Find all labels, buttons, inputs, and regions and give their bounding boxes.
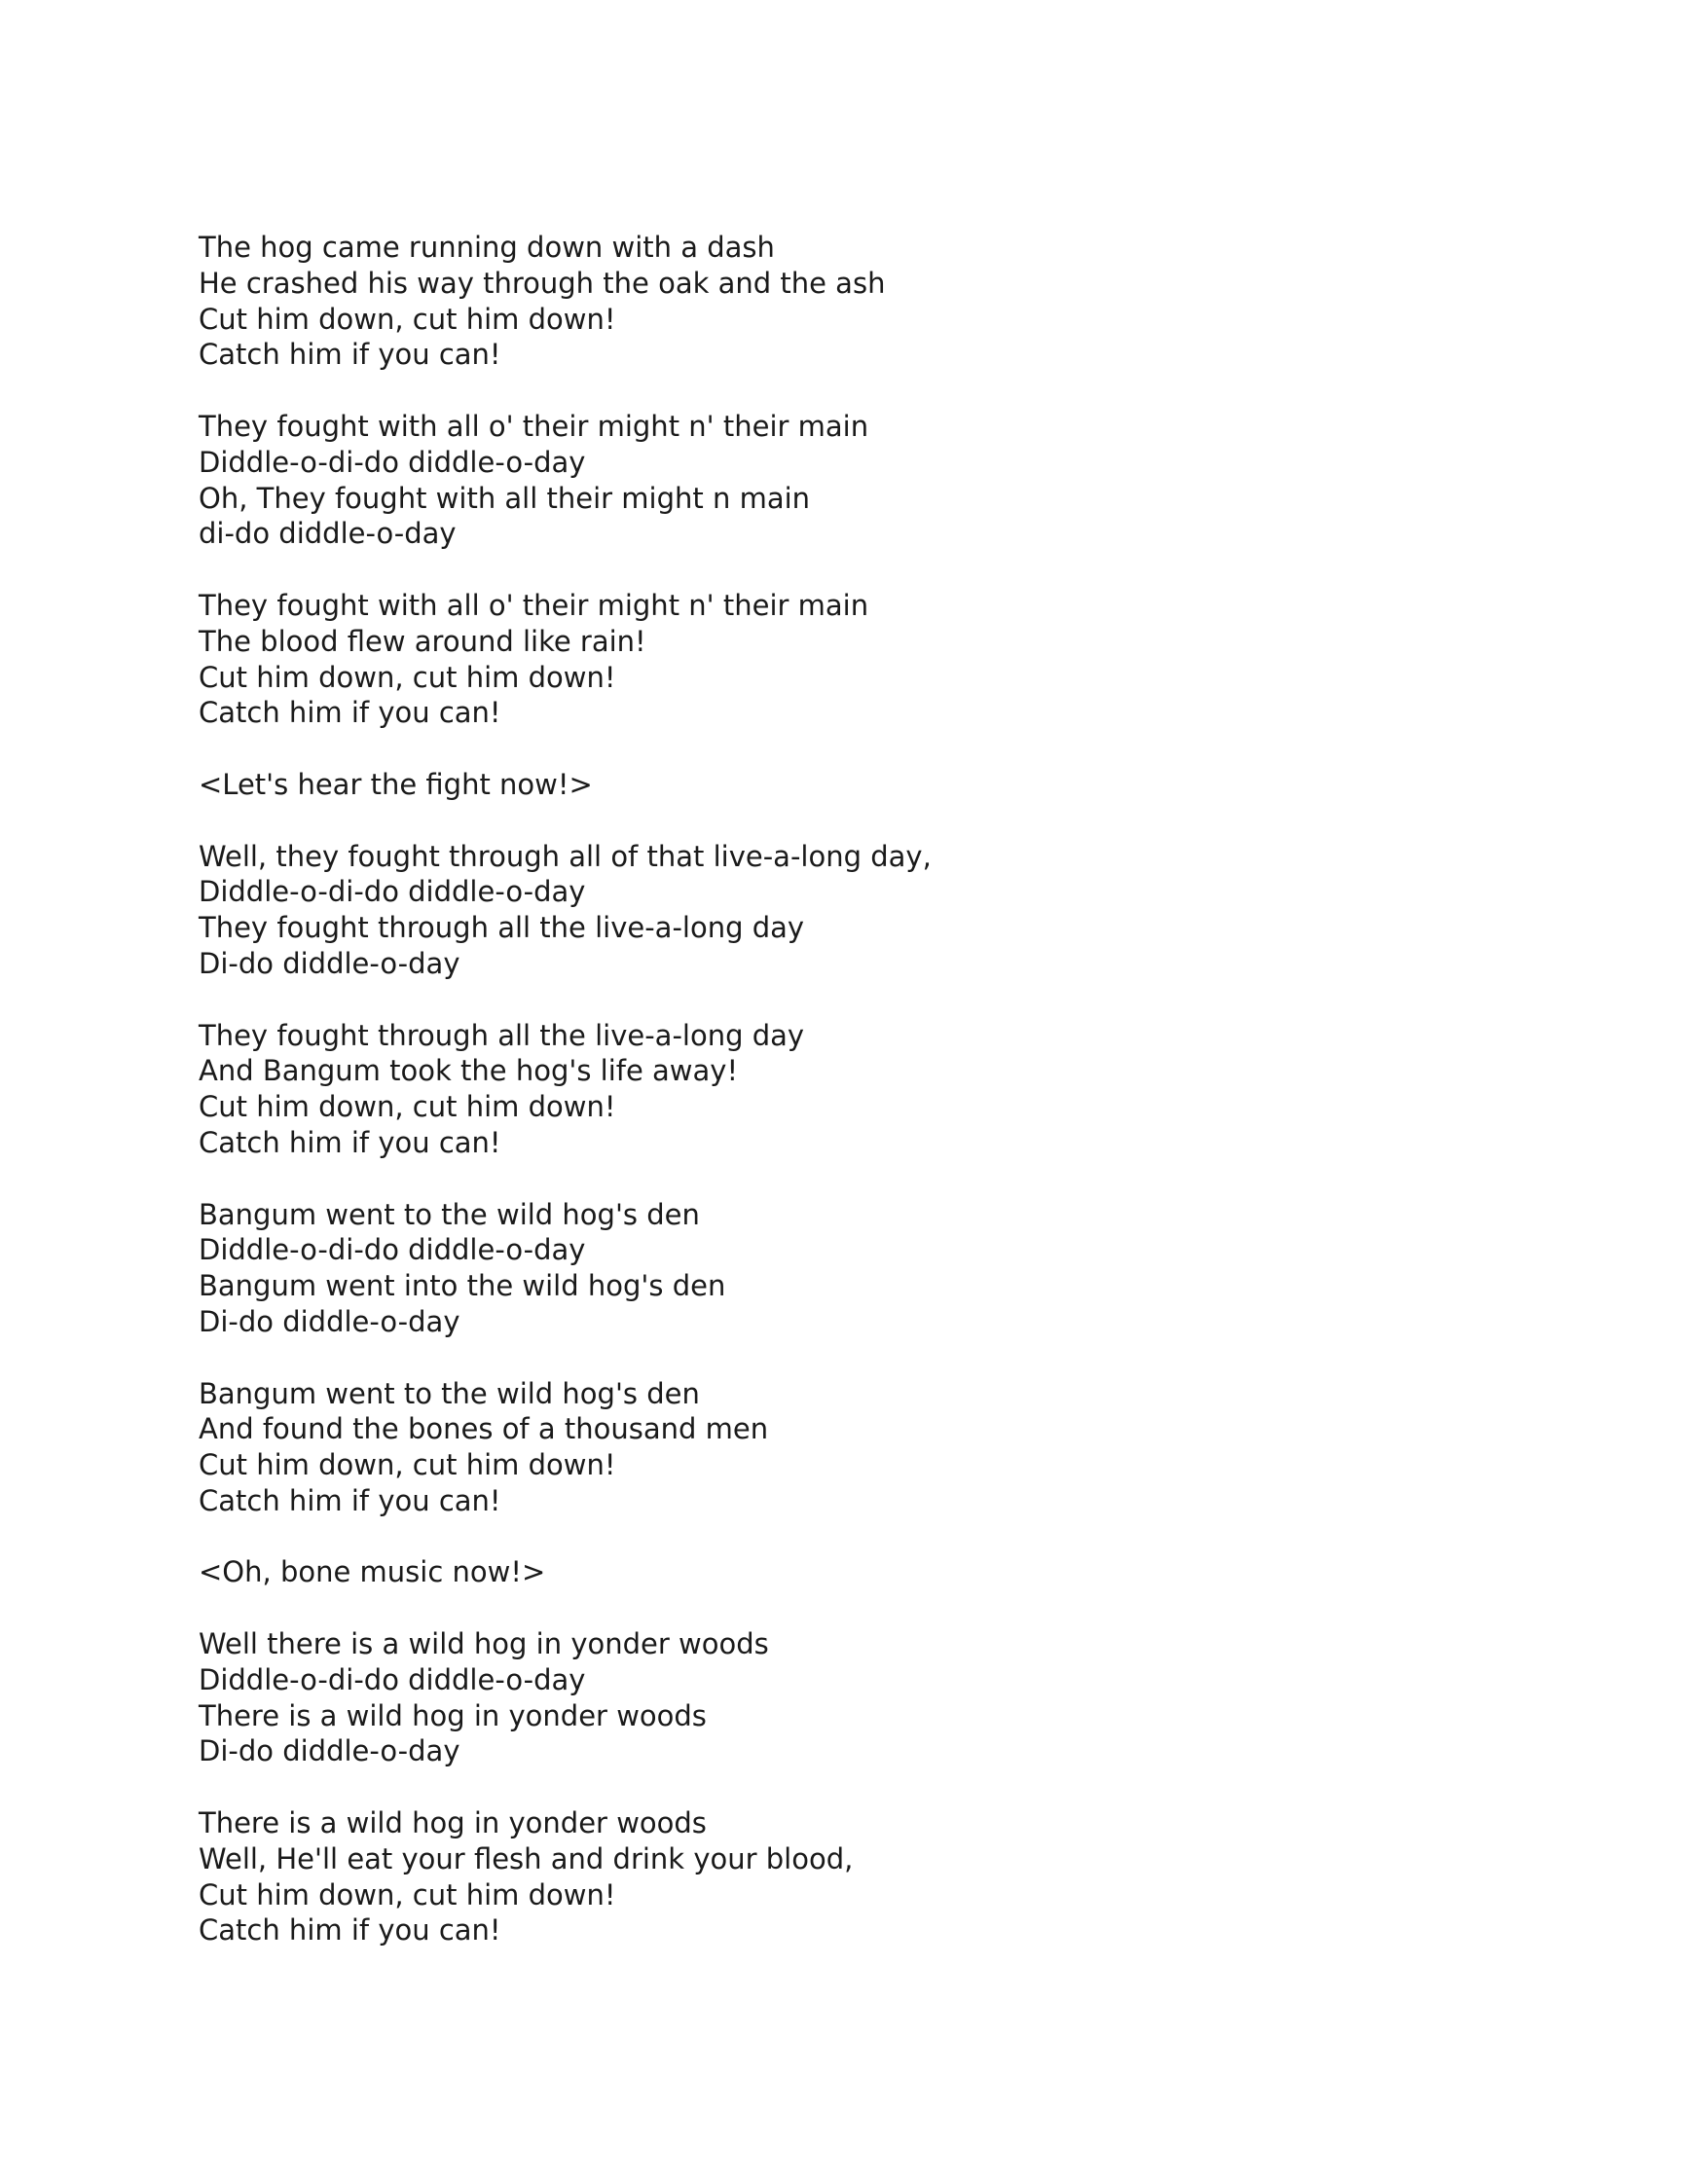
lyric-line: <Let's hear the fight now!> <box>199 767 593 801</box>
lyric-line: Catch him if you can! <box>199 1125 501 1159</box>
lyric-line: They fought with all o' their might n' their main <box>199 409 869 443</box>
lyric-line: They fought with all o' their might n' their main <box>199 588 869 622</box>
stanza <box>199 1197 1464 1340</box>
lyric-line: Catch him if you can! <box>199 1483 501 1517</box>
lyric-line: Cut him down, cut him down! <box>199 1090 616 1124</box>
lyric-line: Di-do diddle-o-day <box>199 1304 460 1338</box>
stanza <box>199 1018 1464 1161</box>
lyric-line: Well there is a wild hog in yonder woods <box>199 1627 769 1661</box>
lyric-line: Bangum went into the wild hog's den <box>199 1269 726 1303</box>
lyric-line: Di-do diddle-o-day <box>199 1734 460 1768</box>
lyric-line: And Bangum took the hog's life away! <box>199 1054 739 1088</box>
stanza <box>199 1626 1464 1769</box>
stanza <box>199 230 1464 373</box>
lyric-line: Cut him down, cut him down! <box>199 660 616 694</box>
lyric-line: Bangum went to the wild hog's den <box>199 1197 700 1231</box>
lyric-line: di-do diddle-o-day <box>199 517 457 551</box>
lyric-line: Cut him down, cut him down! <box>199 1448 616 1482</box>
lyric-line: Catch him if you can! <box>199 338 501 372</box>
lyric-line: Diddle-o-di-do diddle-o-day <box>199 1233 586 1267</box>
lyric-line: Well, they fought through all of that live-a-long day, <box>199 839 932 873</box>
lyric-line: The blood flew around like rain! <box>199 624 646 658</box>
lyric-line: Well, He'll eat your flesh and drink your blood, <box>199 1841 854 1875</box>
lyric-line: There is a wild hog in yonder woods <box>199 1806 707 1840</box>
stanza <box>199 588 1464 731</box>
lyric-line: They fought through all the live-a-long day <box>199 1018 805 1052</box>
lyric-line: They fought through all the live-a-long day <box>199 911 805 945</box>
lyric-line: Bangum went to the wild hog's den <box>199 1376 700 1410</box>
lyric-line: There is a wild hog in yonder woods <box>199 1698 707 1732</box>
stanza <box>199 767 1464 803</box>
lyric-line: Oh, They fought with all their might n main <box>199 481 811 515</box>
stanza <box>199 1554 1464 1590</box>
stanza <box>199 1805 1464 1948</box>
lyric-line: Catch him if you can! <box>199 1913 501 1947</box>
lyric-line: Cut him down, cut him down! <box>199 1877 616 1911</box>
lyric-line: Catch him if you can! <box>199 696 501 730</box>
lyric-line: The hog came running down with a dash <box>199 231 775 264</box>
stanza <box>199 839 1464 982</box>
lyric-line: He crashed his way through the oak and the ash <box>199 266 886 300</box>
stanza <box>199 409 1464 552</box>
lyric-line: <Oh, bone music now!> <box>199 1555 546 1589</box>
lyric-line: Diddle-o-di-do diddle-o-day <box>199 875 586 909</box>
stanza <box>199 1376 1464 1519</box>
lyric-line: Cut him down, cut him down! <box>199 302 616 336</box>
lyrics-body <box>199 230 1464 1984</box>
lyric-line: And found the bones of a thousand men <box>199 1412 769 1446</box>
lyric-line: Di-do diddle-o-day <box>199 946 460 980</box>
lyric-line: Diddle-o-di-do diddle-o-day <box>199 1662 586 1696</box>
lyric-line: Diddle-o-di-do diddle-o-day <box>199 445 586 479</box>
